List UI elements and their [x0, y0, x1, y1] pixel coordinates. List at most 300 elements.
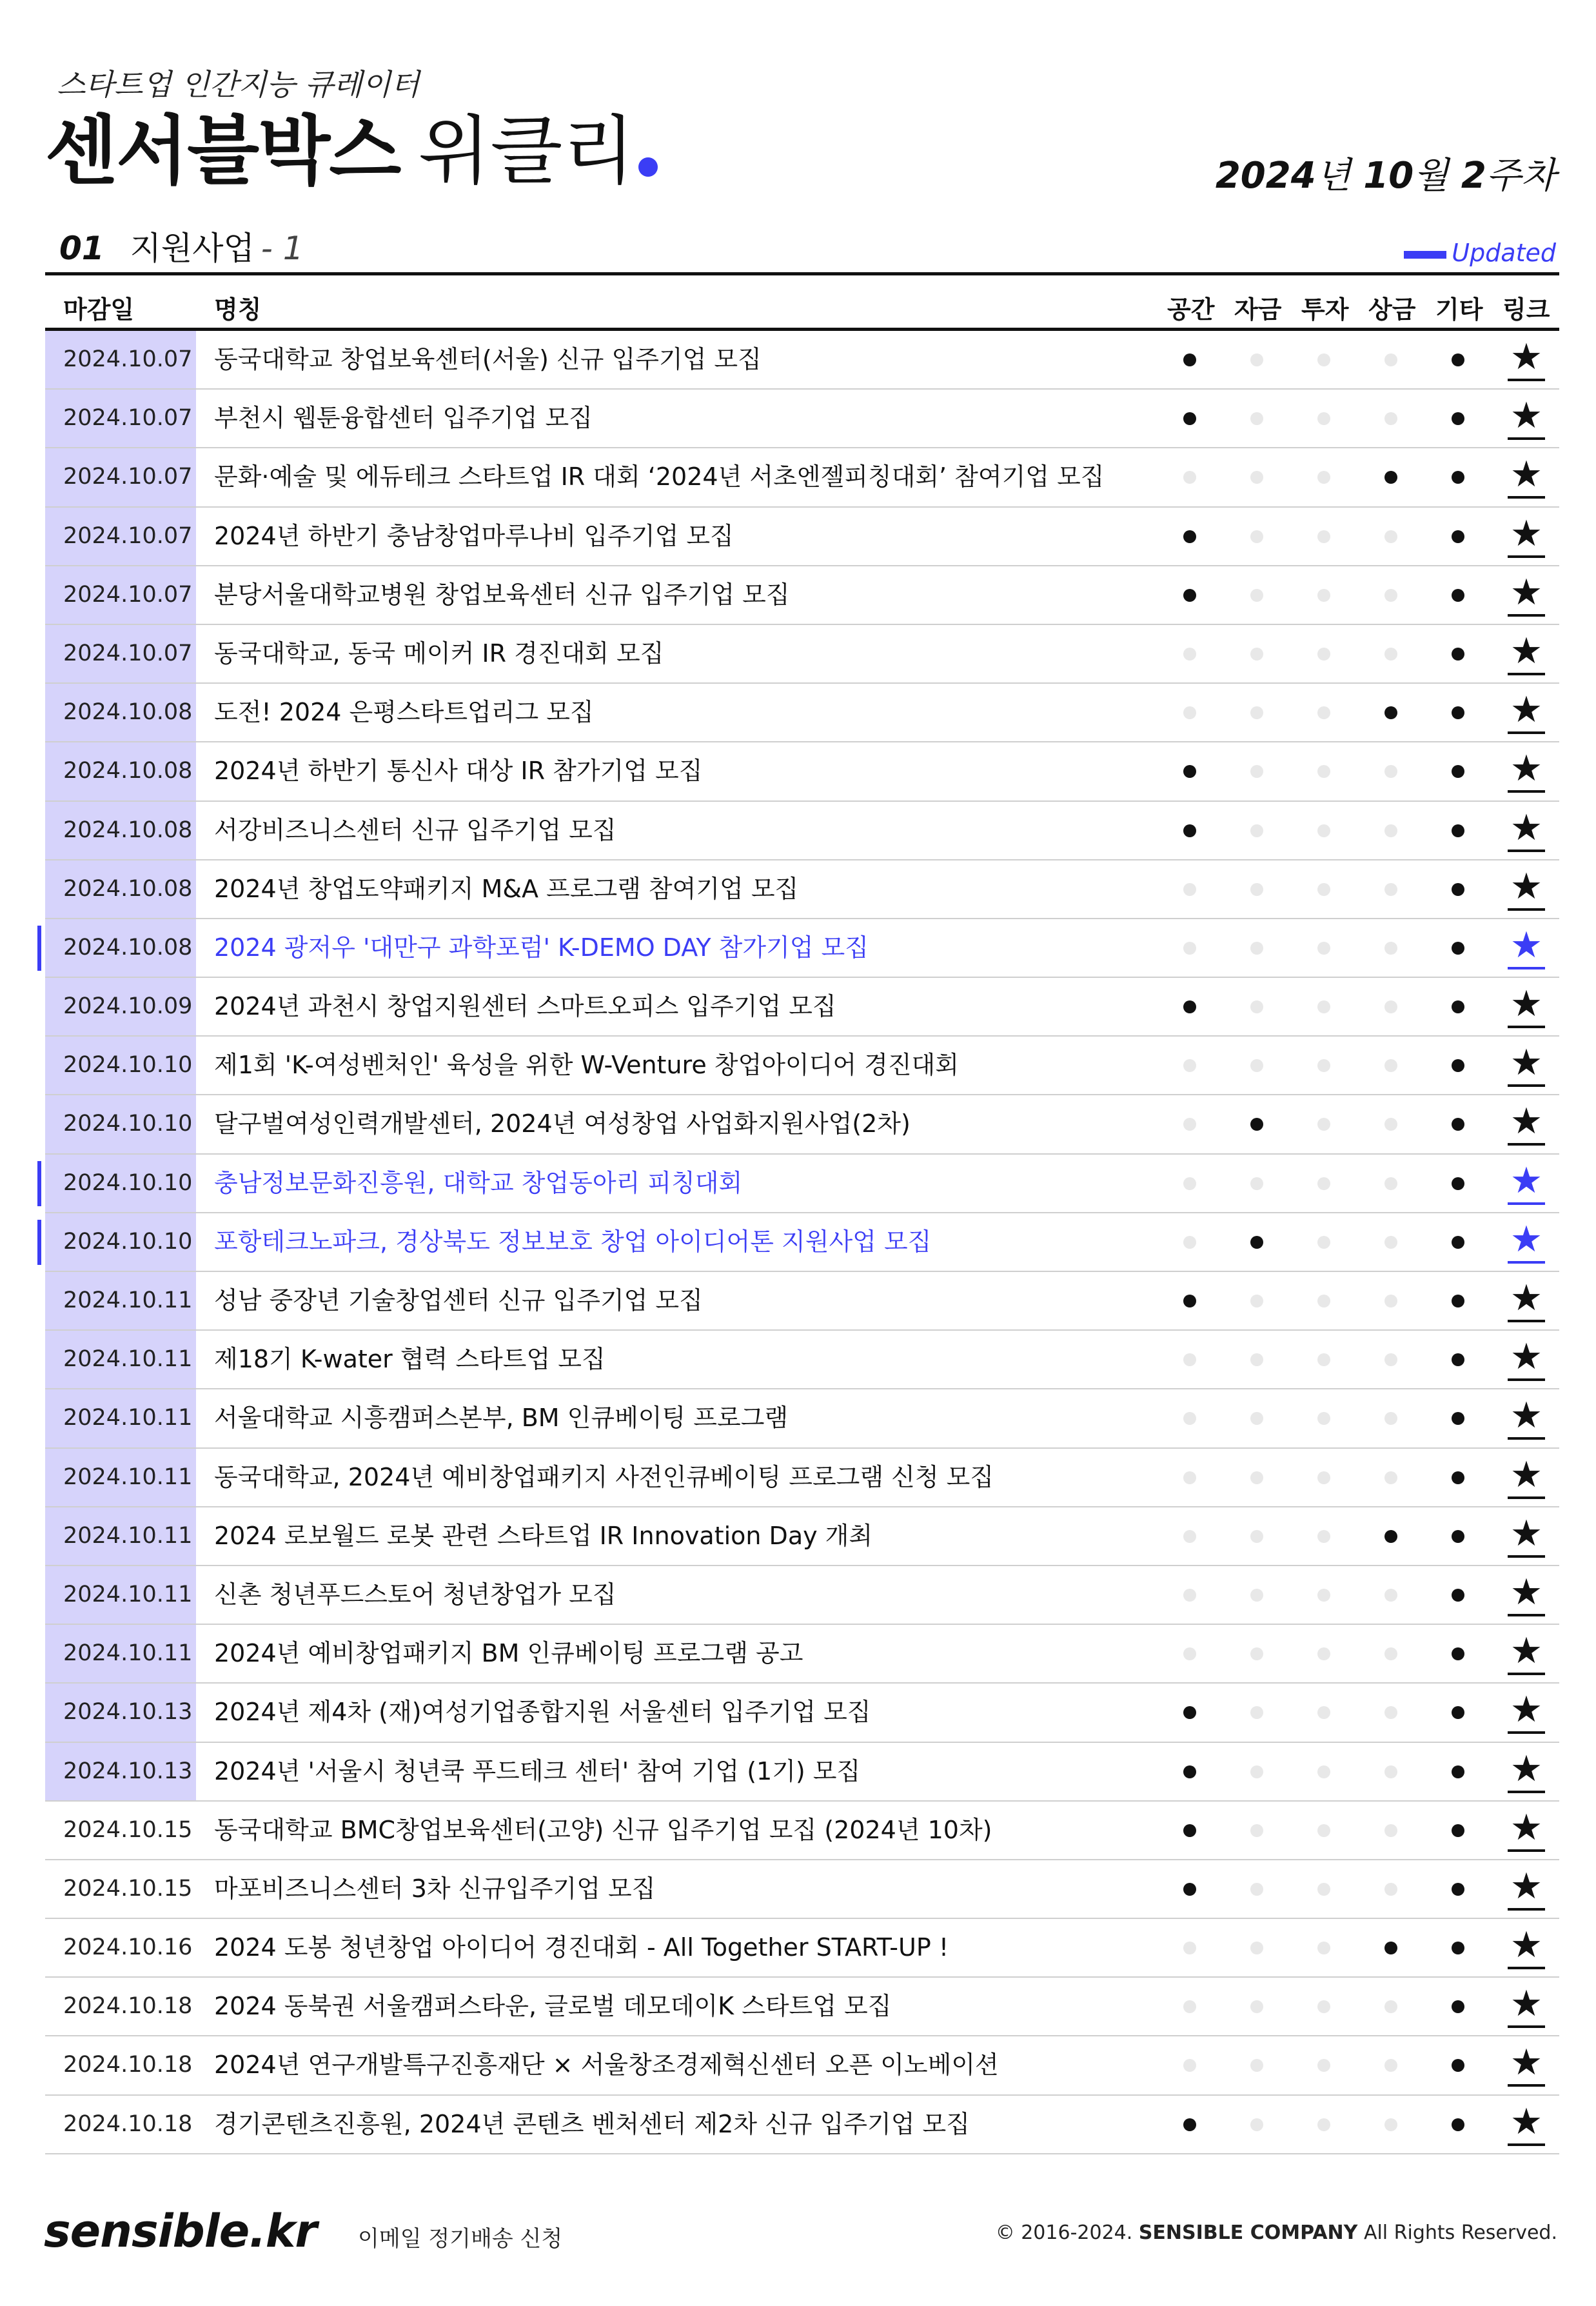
flag-invest-off-icon — [1317, 1883, 1330, 1896]
flag-prize-off-icon — [1384, 530, 1397, 543]
flag-fund-off-icon — [1250, 824, 1263, 837]
flag-prize-off-icon — [1384, 1765, 1397, 1778]
flag-etc-on-icon — [1452, 706, 1464, 719]
row-name: 성남 중장년 기술창업센터 신규 입주기업 모집 — [214, 1286, 703, 1315]
row-name: 마포비즈니스센터 3차 신규입주기업 모집 — [214, 1874, 656, 1903]
week-month: 10 — [1363, 155, 1414, 197]
flag-invest-off-icon — [1317, 412, 1330, 425]
flag-space-off-icon — [1183, 1353, 1196, 1366]
flag-prize-off-icon — [1384, 1883, 1397, 1896]
flag-invest-off-icon — [1317, 1530, 1330, 1543]
flag-fund-off-icon — [1250, 589, 1263, 602]
flag-etc-on-icon — [1452, 824, 1464, 837]
flag-invest-off-icon — [1317, 1000, 1330, 1013]
flag-invest-off-icon — [1317, 1236, 1330, 1249]
footer-logo[interactable]: sensible.kr — [44, 2205, 317, 2258]
table-row — [45, 2036, 1559, 2095]
flag-invest-off-icon — [1317, 1471, 1330, 1484]
row-deadline: 2024.10.11 — [45, 1272, 196, 1329]
flag-prize-off-icon — [1384, 648, 1397, 661]
flag-space-on-icon — [1183, 412, 1196, 425]
flag-prize-off-icon — [1384, 824, 1397, 837]
flag-etc-on-icon — [1452, 1647, 1464, 1660]
brand-title: 센서블박스 — [45, 108, 400, 195]
row-deadline: 2024.10.13 — [45, 1743, 196, 1800]
flag-prize-off-icon — [1384, 765, 1397, 778]
flag-fund-off-icon — [1250, 1589, 1263, 1602]
flag-invest-off-icon — [1317, 1647, 1330, 1660]
week-year-unit: 년 — [1315, 155, 1351, 197]
row-name: 동국대학교, 2024년 예비창업패키지 사전인큐베이팅 프로그램 신청 모집 — [214, 1462, 994, 1491]
row-deadline: 2024.10.11 — [45, 1566, 196, 1624]
flag-space-on-icon — [1183, 1000, 1196, 1013]
header-deadline: 마감일 — [63, 295, 135, 324]
row-name: 문화·예술 및 에듀테크 스타트업 IR 대회 ‘2024년 서초엔젤피칭대회’ 참여기업 모집 — [214, 462, 1105, 492]
table-row — [45, 1272, 1559, 1331]
updated-marker — [37, 926, 41, 971]
row-name: 신촌 청년푸드스토어 청년창업가 모집 — [214, 1580, 616, 1609]
link-star-icon[interactable]: ★ — [1508, 1751, 1545, 1793]
row-deadline: 2024.10.09 — [45, 978, 196, 1035]
flag-space-on-icon — [1183, 824, 1196, 837]
flag-invest-off-icon — [1317, 589, 1330, 602]
flag-etc-on-icon — [1452, 589, 1464, 602]
row-name: 2024년 하반기 통신사 대상 IR 참가기업 모집 — [214, 757, 703, 786]
flag-fund-on-icon — [1250, 1236, 1263, 1249]
flag-invest-off-icon — [1317, 530, 1330, 543]
row-name: 제18기 K-water 협력 스타트업 모집 — [214, 1345, 606, 1374]
row-name: 2024년 예비창업패키지 BM 인큐베이팅 프로그램 공고 — [214, 1639, 803, 1668]
flag-invest-off-icon — [1317, 824, 1330, 837]
flag-etc-on-icon — [1452, 1942, 1464, 1954]
flag-prize-off-icon — [1384, 942, 1397, 955]
table-row — [45, 1449, 1559, 1507]
table-row — [45, 1566, 1559, 1625]
link-star-icon[interactable]: ★ — [1508, 1397, 1545, 1440]
row-name: 포항테크노파크, 경상북도 정보보호 창업 아이디어톤 지원사업 모집 — [214, 1227, 932, 1256]
flag-etc-on-icon — [1452, 1295, 1464, 1307]
row-name: 분당서울대학교병원 창업보육센터 신규 입주기업 모집 — [214, 580, 790, 609]
flag-fund-off-icon — [1250, 1059, 1263, 1072]
flag-space-off-icon — [1183, 1236, 1196, 1249]
flag-fund-off-icon — [1250, 1706, 1263, 1719]
table-row — [45, 1978, 1559, 2036]
link-star-icon[interactable]: ★ — [1508, 2044, 1545, 2087]
flag-fund-off-icon — [1250, 1942, 1263, 1954]
flag-etc-on-icon — [1452, 1000, 1464, 1013]
flag-space-off-icon — [1183, 471, 1196, 484]
flag-space-off-icon — [1183, 883, 1196, 896]
link-star-icon[interactable]: ★ — [1508, 574, 1545, 617]
link-star-icon[interactable]: ★ — [1508, 1927, 1545, 1969]
flag-invest-off-icon — [1317, 1765, 1330, 1778]
flag-etc-on-icon — [1452, 648, 1464, 661]
row-deadline: 2024.10.08 — [45, 802, 196, 859]
row-name: 2024년 연구개발특구진흥재단 × 서울창조경제혁신센터 오픈 이노베이션 — [214, 2051, 999, 2080]
flag-etc-on-icon — [1452, 412, 1464, 425]
flag-invest-off-icon — [1317, 1706, 1330, 1719]
row-name: 동국대학교 BMC창업보육센터(고양) 신규 입주기업 모집 (2024년 10차) — [214, 1815, 992, 1844]
header-link: 링크 — [1502, 295, 1550, 324]
flag-fund-off-icon — [1250, 1412, 1263, 1425]
link-star-icon[interactable]: ★ — [1508, 1633, 1545, 1675]
flag-fund-off-icon — [1250, 706, 1263, 719]
link-star-icon[interactable]: ★ — [1508, 2103, 1545, 2146]
flag-prize-on-icon — [1384, 1530, 1397, 1543]
flag-prize-on-icon — [1384, 1942, 1397, 1954]
header-subtitle: 스타트업 인간지능 큐레이터 — [57, 67, 420, 102]
flag-space-on-icon — [1183, 1295, 1196, 1307]
flag-prize-off-icon — [1384, 1824, 1397, 1837]
copyright-prefix: © 2016-2024. — [995, 2222, 1133, 2244]
row-deadline: 2024.10.07 — [45, 508, 196, 565]
week-number: 2 — [1461, 155, 1486, 197]
row-deadline: 2024.10.10 — [45, 1037, 196, 1094]
flag-etc-on-icon — [1452, 1177, 1464, 1190]
flag-space-off-icon — [1183, 1942, 1196, 1954]
flag-prize-off-icon — [1384, 1353, 1397, 1366]
row-deadline: 2024.10.07 — [45, 331, 196, 388]
row-name: 서강비즈니스센터 신규 입주기업 모집 — [214, 815, 616, 844]
flag-prize-off-icon — [1384, 1059, 1397, 1072]
table-row — [45, 1389, 1559, 1448]
table-header — [45, 272, 1559, 331]
row-name: 경기콘텐츠진흥원, 2024년 콘텐츠 벤처센터 제2차 신규 입주기업 모집 — [214, 2109, 970, 2138]
flag-etc-on-icon — [1452, 1118, 1464, 1131]
row-deadline: 2024.10.08 — [45, 919, 196, 977]
row-name: 달구벌여성인력개발센터, 2024년 여성창업 사업화지원사업(2차) — [214, 1109, 911, 1138]
row-deadline: 2024.10.10 — [45, 1095, 196, 1153]
flag-space-on-icon — [1183, 1883, 1196, 1896]
flag-prize-off-icon — [1384, 1589, 1397, 1602]
flag-space-off-icon — [1183, 706, 1196, 719]
row-deadline: 2024.10.08 — [45, 742, 196, 800]
row-name: 제1회 'K-여성벤처인' 육성을 위한 W-Venture 창업아이디어 경진대회 — [214, 1051, 959, 1080]
link-star-icon[interactable]: ★ — [1508, 1809, 1545, 1852]
row-name: 동국대학교 창업보육센터(서울) 신규 입주기업 모집 — [214, 345, 762, 373]
header-fund: 자금 — [1234, 295, 1282, 324]
table-row — [45, 1625, 1559, 1684]
flag-prize-off-icon — [1384, 1706, 1397, 1719]
table-row — [45, 1095, 1559, 1154]
link-star-icon[interactable]: ★ — [1508, 1162, 1545, 1205]
flag-space-off-icon — [1183, 1412, 1196, 1425]
flag-space-off-icon — [1183, 2059, 1196, 2072]
table-row — [45, 1684, 1559, 1742]
flag-invest-off-icon — [1317, 1177, 1330, 1190]
flag-fund-off-icon — [1250, 412, 1263, 425]
row-name: 2024 도봉 청년창업 아이디어 경진대회 - All Together START-UP ! — [214, 1933, 949, 1962]
flag-prize-off-icon — [1384, 1647, 1397, 1660]
row-deadline: 2024.10.18 — [63, 1993, 193, 2020]
flag-fund-off-icon — [1250, 1765, 1263, 1778]
row-deadline: 2024.10.15 — [63, 1816, 193, 1843]
table-row — [45, 508, 1559, 566]
week-label — [1216, 147, 1556, 199]
table-row — [45, 1331, 1559, 1389]
table-row — [45, 2096, 1559, 2154]
link-star-icon[interactable]: ★ — [1508, 1456, 1545, 1499]
flag-invest-off-icon — [1317, 765, 1330, 778]
link-star-icon[interactable]: ★ — [1508, 1103, 1545, 1146]
table-row — [45, 1919, 1559, 1978]
week-year: 2024 — [1215, 155, 1316, 197]
link-star-icon[interactable]: ★ — [1508, 868, 1545, 911]
table-row — [45, 1037, 1559, 1095]
flag-invest-off-icon — [1317, 648, 1330, 661]
link-star-icon[interactable]: ★ — [1508, 1280, 1545, 1322]
row-deadline: 2024.10.07 — [45, 448, 196, 506]
flag-space-on-icon — [1183, 1824, 1196, 1837]
flag-fund-off-icon — [1250, 2000, 1263, 2013]
flag-etc-on-icon — [1452, 1589, 1464, 1602]
email-subscribe-link[interactable]: 이메일 정기배송 신청 — [358, 2226, 563, 2252]
link-star-icon[interactable]: ★ — [1508, 1574, 1545, 1616]
header-prize: 상금 — [1368, 295, 1416, 324]
table-row — [45, 684, 1559, 742]
flag-etc-on-icon — [1452, 1412, 1464, 1425]
row-deadline: 2024.10.18 — [63, 2052, 193, 2078]
flag-prize-off-icon — [1384, 1295, 1397, 1307]
flag-space-off-icon — [1183, 1059, 1196, 1072]
row-name: 2024년 과천시 창업지원센터 스마트오피스 입주기업 모집 — [214, 992, 836, 1021]
table-row — [45, 1213, 1559, 1272]
flag-invest-off-icon — [1317, 1353, 1330, 1366]
link-star-icon[interactable]: ★ — [1508, 927, 1545, 969]
row-deadline: 2024.10.07 — [45, 625, 196, 682]
flag-fund-off-icon — [1250, 2059, 1263, 2072]
table-row — [45, 390, 1559, 448]
updated-bar-icon — [1404, 251, 1446, 259]
flag-fund-off-icon — [1250, 648, 1263, 661]
header-name: 명칭 — [214, 295, 262, 324]
header-invest: 투자 — [1301, 295, 1349, 324]
table-body — [45, 331, 1559, 2154]
flag-space-off-icon — [1183, 1647, 1196, 1660]
flag-etc-on-icon — [1452, 2118, 1464, 2131]
flag-prize-off-icon — [1384, 2118, 1397, 2131]
flag-space-off-icon — [1183, 1530, 1196, 1543]
flag-prize-off-icon — [1384, 589, 1397, 602]
flag-prize-on-icon — [1384, 706, 1397, 719]
flag-fund-off-icon — [1250, 1647, 1263, 1660]
flag-prize-off-icon — [1384, 2059, 1397, 2072]
table-row — [45, 802, 1559, 860]
table-row — [45, 566, 1559, 625]
row-deadline: 2024.10.16 — [63, 1934, 193, 1961]
updated-marker — [37, 1220, 41, 1265]
flag-fund-off-icon — [1250, 765, 1263, 778]
flag-etc-on-icon — [1452, 765, 1464, 778]
flag-fund-off-icon — [1250, 1177, 1263, 1190]
row-deadline: 2024.10.08 — [45, 684, 196, 741]
flag-prize-off-icon — [1384, 2000, 1397, 2013]
flag-prize-off-icon — [1384, 1471, 1397, 1484]
row-deadline: 2024.10.13 — [45, 1684, 196, 1741]
flag-etc-on-icon — [1452, 1059, 1464, 1072]
row-name: 2024 동북권 서울캠퍼스타운, 글로벌 데모데이K 스타트업 모집 — [214, 1992, 892, 2021]
flag-prize-off-icon — [1384, 1177, 1397, 1190]
flag-prize-off-icon — [1384, 1412, 1397, 1425]
section-name: 지원사업 — [130, 230, 255, 267]
header-title — [45, 110, 658, 194]
week-number-unit: 주차 — [1486, 155, 1556, 197]
link-star-icon[interactable]: ★ — [1508, 1221, 1545, 1264]
section-title — [59, 223, 304, 269]
flag-prize-off-icon — [1384, 1118, 1397, 1131]
flag-prize-off-icon — [1384, 412, 1397, 425]
flag-prize-off-icon — [1384, 883, 1397, 896]
table-row — [45, 448, 1559, 507]
updated-label: Updated — [1452, 239, 1556, 267]
flag-fund-off-icon — [1250, 942, 1263, 955]
row-name: 충남정보문화진흥원, 대학교 창업동아리 피칭대회 — [214, 1168, 743, 1197]
flag-prize-off-icon — [1384, 1000, 1397, 1013]
flag-fund-off-icon — [1250, 1353, 1263, 1366]
week-month-unit: 월 — [1414, 155, 1449, 197]
table-row — [45, 919, 1559, 978]
section-number: 01 — [59, 230, 104, 267]
flag-etc-on-icon — [1452, 1353, 1464, 1366]
flag-space-on-icon — [1183, 530, 1196, 543]
row-name: 동국대학교, 동국 메이커 IR 경진대회 모집 — [214, 639, 664, 668]
flag-invest-off-icon — [1317, 942, 1330, 955]
flag-etc-on-icon — [1452, 2000, 1464, 2013]
flag-fund-off-icon — [1250, 1883, 1263, 1896]
row-name: 서울대학교 시흥캠퍼스본부, BM 인큐베이팅 프로그램 — [214, 1404, 789, 1433]
link-star-icon[interactable]: ★ — [1508, 1691, 1545, 1734]
flag-invest-off-icon — [1317, 1412, 1330, 1425]
flag-invest-off-icon — [1317, 2000, 1330, 2013]
link-star-icon[interactable]: ★ — [1508, 691, 1545, 734]
link-star-icon[interactable]: ★ — [1508, 1985, 1545, 2028]
flag-invest-off-icon — [1317, 1942, 1330, 1954]
flag-space-off-icon — [1183, 648, 1196, 661]
row-deadline: 2024.10.08 — [45, 860, 196, 918]
flag-fund-off-icon — [1250, 1295, 1263, 1307]
flag-etc-on-icon — [1452, 1530, 1464, 1543]
link-star-icon[interactable]: ★ — [1508, 456, 1545, 499]
flag-fund-off-icon — [1250, 1824, 1263, 1837]
flag-etc-on-icon — [1452, 471, 1464, 484]
flag-space-on-icon — [1183, 589, 1196, 602]
table-row — [45, 1507, 1559, 1566]
flag-etc-on-icon — [1452, 942, 1464, 955]
row-deadline: 2024.10.11 — [45, 1507, 196, 1565]
flag-etc-on-icon — [1452, 1765, 1464, 1778]
flag-invest-off-icon — [1317, 2118, 1330, 2131]
flag-prize-on-icon — [1384, 471, 1397, 484]
accent-dot-icon — [638, 157, 658, 177]
flag-invest-off-icon — [1317, 1118, 1330, 1131]
row-name: 2024년 하반기 충남창업마루나비 입주기업 모집 — [214, 521, 734, 550]
table-row — [45, 978, 1559, 1037]
flag-fund-off-icon — [1250, 2118, 1263, 2131]
flag-fund-off-icon — [1250, 353, 1263, 366]
link-star-icon[interactable]: ★ — [1508, 750, 1545, 793]
flag-etc-on-icon — [1452, 883, 1464, 896]
flag-invest-off-icon — [1317, 1295, 1330, 1307]
flag-fund-off-icon — [1250, 1000, 1263, 1013]
row-deadline: 2024.10.07 — [45, 566, 196, 624]
link-star-icon[interactable]: ★ — [1508, 810, 1545, 852]
flag-space-off-icon — [1183, 2000, 1196, 2013]
flag-etc-on-icon — [1452, 2059, 1464, 2072]
flag-etc-on-icon — [1452, 1883, 1464, 1896]
flag-invest-off-icon — [1317, 471, 1330, 484]
table-row — [45, 1155, 1559, 1213]
flag-invest-off-icon — [1317, 1059, 1330, 1072]
flag-space-off-icon — [1183, 1589, 1196, 1602]
row-deadline: 2024.10.10 — [45, 1213, 196, 1271]
row-name: 2024 광저우 '대만구 과학포럼' K-DEMO DAY 참가기업 모집 — [214, 933, 869, 962]
link-star-icon[interactable]: ★ — [1508, 515, 1545, 558]
flag-space-off-icon — [1183, 1471, 1196, 1484]
row-deadline: 2024.10.10 — [45, 1155, 196, 1212]
flag-invest-off-icon — [1317, 1824, 1330, 1837]
flag-space-on-icon — [1183, 1706, 1196, 1719]
flag-etc-on-icon — [1452, 1706, 1464, 1719]
row-deadline: 2024.10.15 — [63, 1875, 193, 1902]
table-row — [45, 331, 1559, 390]
flag-fund-off-icon — [1250, 471, 1263, 484]
link-star-icon[interactable]: ★ — [1508, 1338, 1545, 1381]
row-name: 2024 로보월드 로봇 관련 스타트업 IR Innovation Day 개최 — [214, 1521, 873, 1550]
link-star-icon[interactable]: ★ — [1508, 397, 1545, 440]
flag-invest-off-icon — [1317, 883, 1330, 896]
flag-space-off-icon — [1183, 1118, 1196, 1131]
flag-space-off-icon — [1183, 942, 1196, 955]
flag-space-on-icon — [1183, 1765, 1196, 1778]
flag-fund-off-icon — [1250, 883, 1263, 896]
row-name: 부천시 웹툰융합센터 입주기업 모집 — [214, 404, 593, 433]
link-star-icon[interactable]: ★ — [1508, 339, 1545, 381]
flag-fund-off-icon — [1250, 530, 1263, 543]
flag-etc-on-icon — [1452, 1471, 1464, 1484]
flag-prize-off-icon — [1384, 1236, 1397, 1249]
link-star-icon[interactable]: ★ — [1508, 1868, 1545, 1911]
link-star-icon[interactable]: ★ — [1508, 1515, 1545, 1558]
section-suffix: - 1 — [261, 230, 304, 267]
flag-invest-off-icon — [1317, 1589, 1330, 1602]
row-deadline: 2024.10.18 — [63, 2111, 193, 2137]
flag-fund-on-icon — [1250, 1118, 1263, 1131]
table-row — [45, 742, 1559, 801]
row-deadline: 2024.10.11 — [45, 1625, 196, 1682]
table-row — [45, 1802, 1559, 1860]
weekly-label: 위클리 — [418, 108, 635, 195]
link-star-icon[interactable]: ★ — [1508, 986, 1545, 1028]
row-deadline: 2024.10.07 — [45, 390, 196, 447]
updated-legend — [1404, 239, 1556, 267]
flag-space-on-icon — [1183, 2118, 1196, 2131]
flag-space-on-icon — [1183, 353, 1196, 366]
flag-invest-off-icon — [1317, 2059, 1330, 2072]
copyright-rights: All Rights Reserved. — [1363, 2222, 1557, 2244]
flag-fund-off-icon — [1250, 1471, 1263, 1484]
row-name: 2024년 '서울시 청년쿡 푸드테크 센터' 참여 기업 (1기) 모집 — [214, 1756, 861, 1785]
table-row — [45, 625, 1559, 684]
flag-etc-on-icon — [1452, 1236, 1464, 1249]
flag-space-off-icon — [1183, 1177, 1196, 1190]
link-star-icon[interactable]: ★ — [1508, 633, 1545, 675]
table-row — [45, 1743, 1559, 1802]
copyright — [996, 2222, 1557, 2244]
link-star-icon[interactable]: ★ — [1508, 1044, 1545, 1087]
flag-etc-on-icon — [1452, 1824, 1464, 1837]
support-program-table — [45, 272, 1559, 2154]
row-name: 2024년 제4차 (재)여성기업종합지원 서울센터 입주기업 모집 — [214, 1698, 871, 1727]
